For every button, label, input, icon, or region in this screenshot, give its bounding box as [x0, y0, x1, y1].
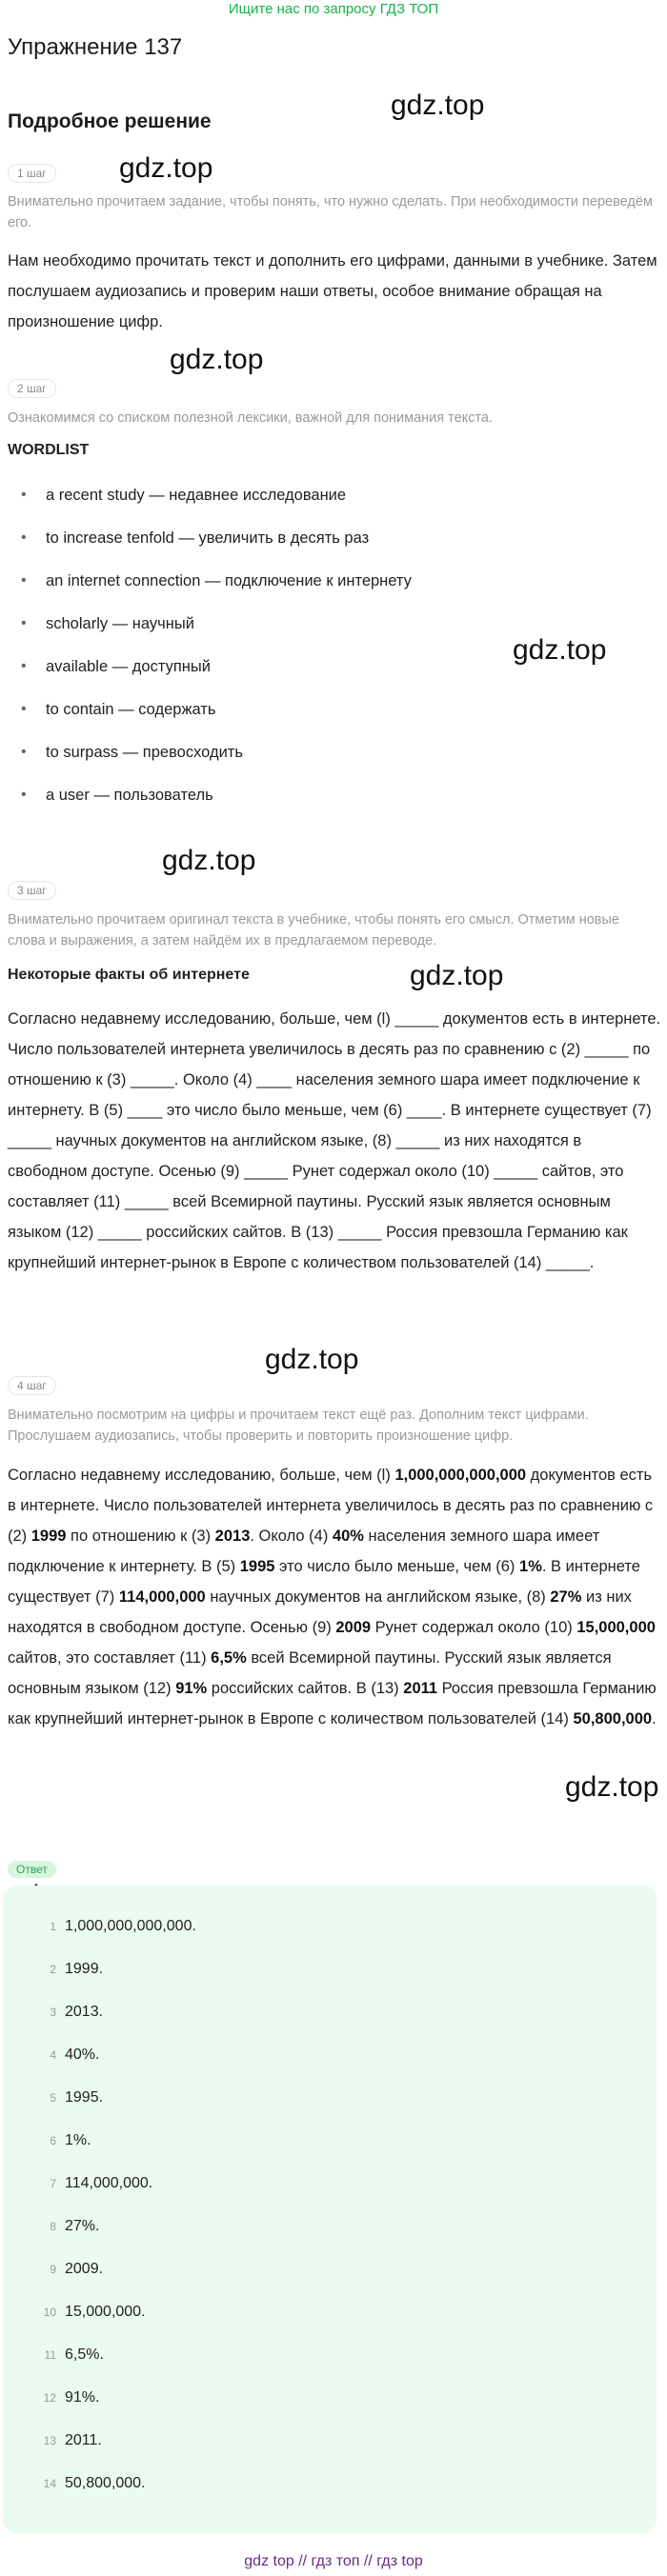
list-item: • to contain — содержать — [8, 695, 412, 738]
filled-number: 15,000,000 — [576, 1619, 656, 1636]
filled-number: 91% — [175, 1680, 208, 1697]
step-hint: Внимательно прочитаем оригинал текста в учебнике, чтобы понять его смысл. Отметим новые слова и выражения, а затем найдём их в предлагаемом переводе. — [8, 912, 619, 949]
answer-value: 50,800,000. — [65, 2475, 146, 2491]
text-fragment: российских сайтов. В (13) — [207, 1680, 404, 1697]
filled-number: 1999 — [30, 1528, 67, 1545]
answer-value: 2009. — [65, 2261, 104, 2277]
filled-number: 2011 — [403, 1680, 438, 1697]
answer-number: 6 — [50, 2134, 56, 2147]
answer-value: 2013. — [65, 2004, 104, 2020]
answer-value: 40%. — [65, 2047, 100, 2063]
answer-number: 12 — [43, 2391, 56, 2405]
gap-text: Согласно недавнему исследованию, больше, чем (l) _____ документов есть в интернете. Число пользователей интернета увеличилось в десять раз по сравнению с (2) _____ по отношению к (3) _____. Около (4) ____ населения земного шара имеет подключение к интернету. В (5) ____ это число было меньше, чем (6) ____. В интернете существует (7) _____ научных документов на английском языке, (8) _____ из них находятся в свободном доступе. Осенью (9) _____ Рунет содержал около (10) _____ сайтов, это составляет (11) _____ всей Всемирной паутины. Русский язык является основным языком (12) _____ российских сайтов. В (13) _____ Россия превзошла Германию как крупнейший интернет-рынок в Европе с количеством пользователей (14) _____. — [8, 1010, 661, 1271]
watermark: gdz.top — [265, 1344, 359, 1375]
watermark: gdz.top — [410, 960, 504, 991]
filled-number: 2009 — [335, 1619, 372, 1636]
answer-number: 3 — [50, 2006, 56, 2019]
answer-badge: Ответ — [8, 1861, 56, 1878]
filled-text — [8, 1460, 661, 1734]
search-banner[interactable]: Ищите нас по запросу ГДЗ ТОП — [228, 1, 439, 17]
text-fragment: населения земного шара имеет подключение к интернету. В (5) — [8, 1528, 600, 1575]
answer-number: 7 — [50, 2177, 56, 2190]
list-item: • available — доступный — [8, 652, 412, 695]
text-fragment: всей Всемирной паутины. Русский язык является основным языком (12) — [8, 1649, 612, 1697]
list-item: • scholarly — научный — [8, 609, 412, 652]
text-fragment: это число было меньше, чем (6) — [274, 1558, 520, 1575]
list-item: • to surpass — превосходить — [8, 738, 412, 781]
filled-number: 27% — [550, 1588, 582, 1606]
watermark: gdz.top — [513, 634, 607, 666]
filled-number: 6,5% — [211, 1649, 247, 1667]
filled-number: 2013 — [214, 1528, 251, 1545]
answer-value: 27%. — [65, 2218, 100, 2234]
watermark: gdz.top — [162, 845, 256, 876]
step-hint: Внимательно прочитаем задание, чтобы понять, что нужно сделать. При необходимости переведём его. — [8, 194, 653, 230]
watermark: gdz.top — [565, 1771, 659, 1803]
text-fragment: Россия превзошла Германию как крупнейший интернет-рынок в Европе с количеством пользователей (14) — [8, 1680, 657, 1727]
filled-number: 40% — [332, 1528, 364, 1545]
text-fragment: из них находятся в свободном доступе. Осенью (9) — [8, 1588, 632, 1636]
text-fragment: . Около (4) — [250, 1528, 333, 1545]
answer-number: 1 — [50, 1920, 56, 1933]
text-fragment: по отношению к (3) — [66, 1528, 215, 1545]
answer-number: 4 — [50, 2048, 56, 2062]
step-label: 3 шаг — [8, 881, 56, 900]
wordlist — [8, 481, 412, 824]
answer-number: 9 — [50, 2263, 56, 2276]
step-label: 1 шаг — [8, 164, 56, 183]
answer-number: 2 — [50, 1963, 56, 1976]
filled-number: 114,000,000 — [118, 1588, 206, 1606]
answer-number: 13 — [43, 2434, 56, 2447]
watermark: gdz.top — [119, 152, 213, 184]
text-fragment: сайтов, это составляет (11) — [8, 1649, 212, 1667]
text-fragment: . — [652, 1710, 657, 1727]
answer-value: 15,000,000. — [65, 2304, 146, 2320]
page-title: Упражнение 137 — [8, 34, 183, 60]
list-item: • a recent study — недавнее исследование — [8, 481, 412, 524]
filled-number: 1,000,000,000,000 — [394, 1467, 527, 1484]
section-title: Подробное решение — [8, 110, 212, 132]
answer-number: 5 — [50, 2091, 56, 2105]
answer-value: 91%. — [65, 2389, 100, 2406]
list-item: • a user — пользователь — [8, 781, 412, 824]
answer-value: 1,000,000,000,000. — [65, 1918, 196, 1934]
text-fragment: документов есть в интернете. Число пользователей интернета увеличилось в десять раз по сравнению с (2) — [8, 1467, 654, 1545]
step-hint: Внимательно посмотрим на цифры и прочитаем текст ещё раз. Дополним текст цифрами. Прослушаем аудиозапись, чтобы проверить и повторить произношение цифр. — [8, 1408, 589, 1444]
answer-list — [3, 1886, 657, 2533]
text-fragment: Согласно недавнему исследованию, больше, чем (l) — [8, 1467, 395, 1484]
answer-number: 11 — [44, 2348, 56, 2362]
step-label: 2 шаг — [8, 379, 56, 398]
answer-number: 10 — [43, 2306, 56, 2319]
list-item: • to increase tenfold — увеличить в десять раз — [8, 524, 412, 567]
answer-value: 114,000,000. — [65, 2175, 153, 2191]
watermark: gdz.top — [170, 344, 264, 375]
text-fragment: Рунет содержал около (10) — [371, 1619, 577, 1636]
answer-value: 2011. — [65, 2432, 102, 2448]
filled-number: 1% — [519, 1558, 542, 1575]
step-text: Нам необходимо прочитать текст и дополнить его цифрами, данными в учебнике. Затем послушаем аудиозапись и проверим наши ответы, особое внимание обращая на произношение цифр. — [8, 252, 657, 330]
answer-value: 1995. — [65, 2089, 104, 2106]
answer-value: 6,5%. — [65, 2346, 104, 2363]
filled-number: 1995 — [239, 1558, 275, 1575]
text-heading: Некоторые факты об интернете — [8, 967, 250, 983]
text-fragment: научных документов на английском языке, (8) — [205, 1588, 551, 1606]
step-label: 4 шаг — [8, 1376, 56, 1395]
answer-number: 14 — [43, 2477, 56, 2490]
list-item: • an internet connection — подключение к интернету — [8, 567, 412, 609]
step-hint: Ознакомимся со списком полезной лексики, важной для понимания текста. — [8, 410, 494, 426]
answer-number: 8 — [50, 2220, 56, 2233]
answer-value: 1999. — [65, 1961, 104, 1977]
footer-links[interactable]: gdz top // гдз топ // гдз top — [244, 2553, 423, 2569]
text-fragment: . В интернете существует (7) — [8, 1558, 640, 1606]
answer-value: 1%. — [65, 2132, 91, 2148]
wordlist-heading: WORDLIST — [8, 442, 90, 458]
watermark: gdz.top — [391, 90, 485, 121]
filled-number: 50,800,000 — [573, 1710, 653, 1727]
